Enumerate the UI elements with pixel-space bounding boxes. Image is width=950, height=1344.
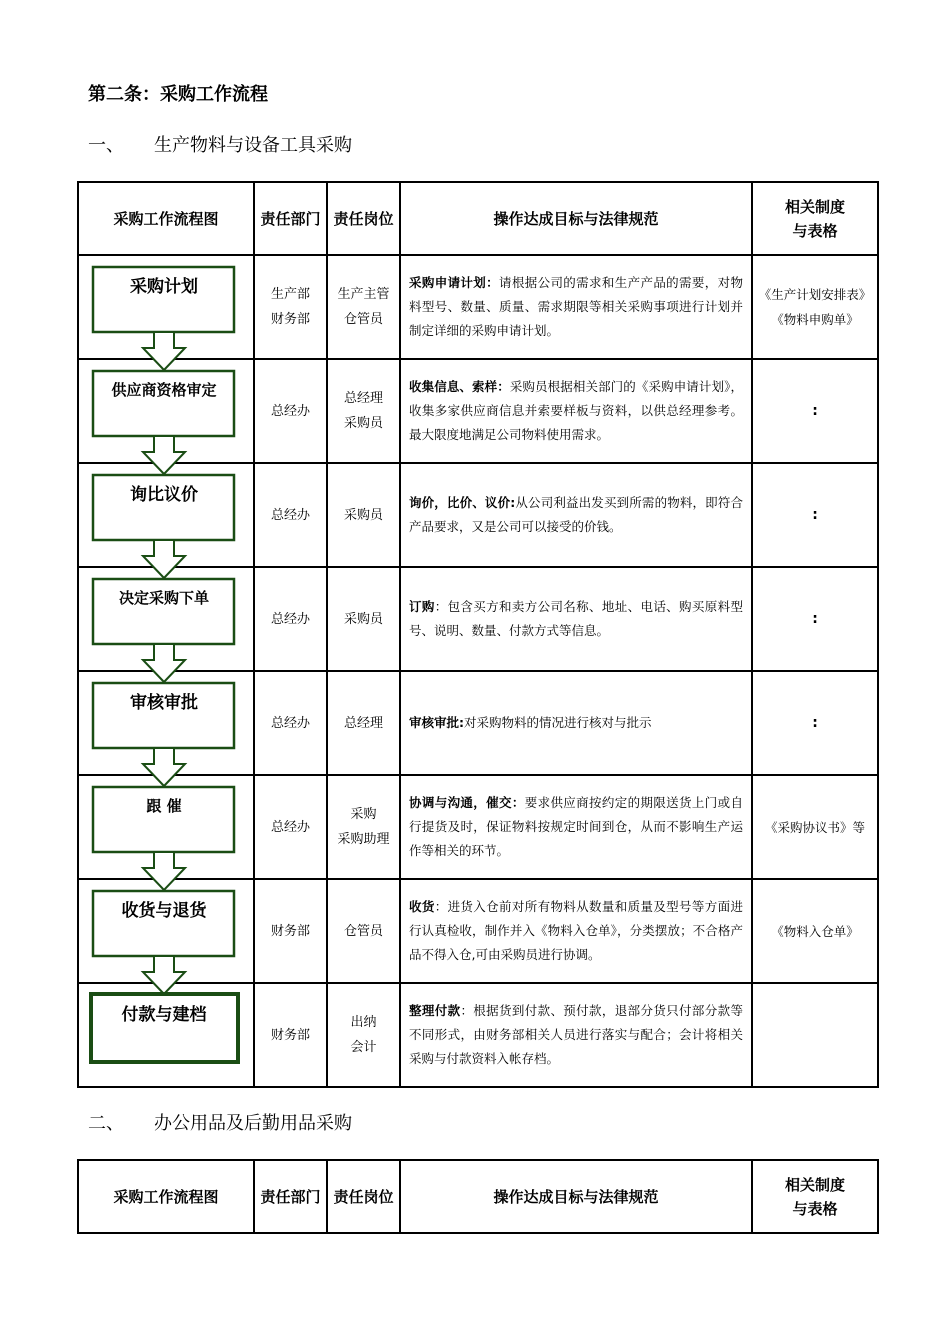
- header-forms-line1: 相关制度: [784, 1175, 845, 1194]
- post-line: 仓管员: [343, 923, 383, 939]
- goal-cell: [400, 983, 752, 1087]
- goal-keyword: 协调与沟通，催交：: [409, 795, 525, 810]
- goal-keyword: 订购: [409, 599, 435, 614]
- dept-line: 总经办: [270, 507, 310, 523]
- post-cell: [327, 983, 400, 1087]
- header-forms-line2: 与表格: [792, 221, 838, 240]
- goal-text: ：包含买方和卖方公司名称、地址、电话、购买原料型号、说明、数量、付款方式等信息。: [409, 599, 743, 638]
- goal-cell: [400, 567, 752, 671]
- flow-step-diagram: [79, 984, 253, 1086]
- flow-step-label: 决定采购下单: [118, 589, 210, 607]
- forms-cell: [752, 359, 878, 463]
- section-number: 二、: [88, 1113, 124, 1134]
- flow-step-label: 审核审批: [130, 693, 198, 713]
- goal-keyword: 收货: [409, 899, 435, 914]
- flow-step-diagram: [79, 880, 253, 982]
- form-name: 《物料申购单》: [771, 312, 859, 327]
- goal-text: 采购员根据相关部门的《采购申请计划》，收集多家供应商信息并索要样板与资料，以供总经理参考。最大限度地满足公司物料使用需求。: [409, 379, 743, 442]
- table-row: [78, 567, 878, 671]
- header-goal: 操作达成目标与法律规范: [400, 1160, 752, 1233]
- flow-step-label: 收货与退货: [121, 901, 207, 921]
- goal-cell: [400, 775, 752, 879]
- section-title: 生产物料与设备工具采购: [154, 135, 352, 156]
- post-line: 仓管员: [343, 312, 383, 327]
- goal-text: 从公司利益出发买到所需的物料，即符合产品要求，又是公司可以接受的价钱。: [409, 495, 743, 534]
- goal-cell: [400, 879, 752, 983]
- goal-cell: [400, 359, 752, 463]
- dept-cell: [254, 567, 327, 671]
- flow-cell: [78, 775, 254, 879]
- flow-step-label: 询比议价: [130, 485, 198, 505]
- header-flow: 采购工作流程图: [78, 182, 254, 255]
- flow-step-diagram: [79, 464, 253, 566]
- form-name: 《采购协议书》等: [764, 819, 865, 835]
- table-row: [78, 255, 878, 359]
- forms-cell: [752, 775, 878, 879]
- table-row: [78, 463, 878, 567]
- forms-cell: [752, 983, 878, 1087]
- section-number: 一、: [88, 135, 124, 156]
- header-post: 责任岗位: [327, 1160, 400, 1233]
- procurement-table: [77, 181, 879, 1088]
- dept-line: 总经办: [270, 819, 310, 835]
- header-dept: 责任部门: [254, 182, 327, 255]
- goal-text: ：进货入仓前对所有物料从数量和质量及型号等方面进行认真检收，制作并入《物料入仓单》，分类摆放；不合格产品不得入仓,可由采购员进行协调。: [409, 899, 743, 962]
- header-forms-line2: 与表格: [792, 1199, 838, 1218]
- section-heading-2: [88, 1109, 352, 1135]
- post-cell: [327, 359, 400, 463]
- flow-cell: [78, 983, 254, 1087]
- goal-text: 请根据公司的需求和生产产品的需要，对物料型号、数量、质量、需求期限等相关采购事项进行计划并制定详细的采购申请计划。: [409, 275, 743, 338]
- post-line: 采购员: [343, 611, 383, 627]
- flow-step-label: 跟 催: [146, 797, 182, 815]
- goal-text: 对采购物料的情况进行核对与批示: [464, 715, 652, 730]
- table-row: [78, 983, 878, 1087]
- post-line: 采购助理: [337, 832, 390, 847]
- section-title: 办公用品及后勤用品采购: [154, 1113, 352, 1134]
- flow-cell: [78, 463, 254, 567]
- flow-cell: [78, 567, 254, 671]
- forms-cell: [752, 463, 878, 567]
- page-title: 第二条：采购工作流程: [88, 84, 268, 105]
- post-cell: [327, 567, 400, 671]
- section-heading-1: [88, 131, 352, 157]
- dept-line: 财务部: [270, 312, 310, 327]
- header-forms: [752, 1160, 878, 1233]
- post-line: 采购员: [343, 416, 383, 431]
- post-cell: [327, 775, 400, 879]
- goal-text: 要求供应商按约定的期限送货上门或自行提货及时，保证物料按规定时间到仓，从而不影响生产运作等相关的环节。: [409, 795, 743, 858]
- goal-keyword: 询价，比价、议价:: [409, 495, 516, 510]
- dept-cell: [254, 983, 327, 1087]
- post-cell: [327, 879, 400, 983]
- dept-cell: [254, 255, 327, 359]
- dept-cell: [254, 359, 327, 463]
- post-line: 总经理: [343, 391, 383, 406]
- header-dept: 责任部门: [254, 1160, 327, 1233]
- goal-keyword: 收集信息、索样：: [409, 379, 510, 394]
- post-line: 会计: [350, 1040, 377, 1055]
- flow-step-diagram: [79, 568, 253, 670]
- goal-cell: [400, 255, 752, 359]
- dept-cell: [254, 671, 327, 775]
- forms-cell: [752, 255, 878, 359]
- dept-line: 财务部: [270, 923, 310, 939]
- post-line: 出纳: [350, 1015, 377, 1030]
- flow-cell: [78, 255, 254, 359]
- table-row: [78, 671, 878, 775]
- dept-line: 总经办: [270, 611, 310, 627]
- post-cell: [327, 463, 400, 567]
- post-line: 采购员: [343, 507, 383, 523]
- forms-placeholder: :: [812, 610, 818, 627]
- header-forms-line1: 相关制度: [784, 197, 845, 216]
- forms-cell: [752, 671, 878, 775]
- form-name: 《生产计划安排表》: [758, 287, 872, 302]
- dept-cell: [254, 879, 327, 983]
- table-row: [78, 879, 878, 983]
- forms-cell: [752, 879, 878, 983]
- flow-cell: [78, 359, 254, 463]
- goal-keyword: 采购申请计划：: [409, 275, 500, 290]
- goal-text: ：根据货到付款、预付款，退部分货只付部分款等不同形式，由财务部相关人员进行落实与配合；会计将相关采购与付款资料入帐存档。: [409, 1003, 743, 1066]
- flow-step-label: 付款与建档: [121, 1005, 207, 1025]
- forms-placeholder: :: [812, 402, 818, 419]
- flow-step-diagram: [79, 256, 253, 358]
- post-cell: [327, 671, 400, 775]
- flow-step-label: 供应商资格审定: [111, 381, 217, 399]
- goal-keyword: 整理付款: [409, 1003, 461, 1018]
- dept-cell: [254, 775, 327, 879]
- table-row: [78, 359, 878, 463]
- post-line: 生产主管: [337, 287, 390, 302]
- flow-cell: [78, 879, 254, 983]
- header-goal: 操作达成目标与法律规范: [400, 182, 752, 255]
- dept-line: 总经办: [270, 715, 310, 731]
- table-row: [78, 775, 878, 879]
- forms-cell: [752, 567, 878, 671]
- header-post: 责任岗位: [327, 182, 400, 255]
- forms-placeholder: :: [812, 506, 818, 523]
- dept-line: 财务部: [270, 1027, 310, 1043]
- flow-step-diagram: [79, 672, 253, 774]
- form-name: 《物料入仓单》: [771, 923, 859, 939]
- table-header: [78, 1160, 878, 1233]
- goal-keyword: 审核审批:: [409, 715, 464, 730]
- goal-cell: [400, 671, 752, 775]
- table-header: [78, 182, 878, 255]
- post-cell: [327, 255, 400, 359]
- goal-cell: [400, 463, 752, 567]
- dept-cell: [254, 463, 327, 567]
- flow-cell: [78, 671, 254, 775]
- dept-line: 生产部: [270, 287, 310, 302]
- flow-step-diagram: [79, 360, 253, 462]
- flow-step-label: 采购计划: [130, 277, 198, 297]
- post-line: 总经理: [343, 715, 383, 731]
- procurement-table-2: [77, 1159, 879, 1234]
- header-forms: [752, 182, 878, 255]
- forms-placeholder: :: [812, 714, 818, 731]
- post-line: 采购: [350, 807, 377, 822]
- dept-line: 总经办: [270, 403, 310, 419]
- flow-step-diagram: [79, 776, 253, 878]
- header-flow: 采购工作流程图: [78, 1160, 254, 1233]
